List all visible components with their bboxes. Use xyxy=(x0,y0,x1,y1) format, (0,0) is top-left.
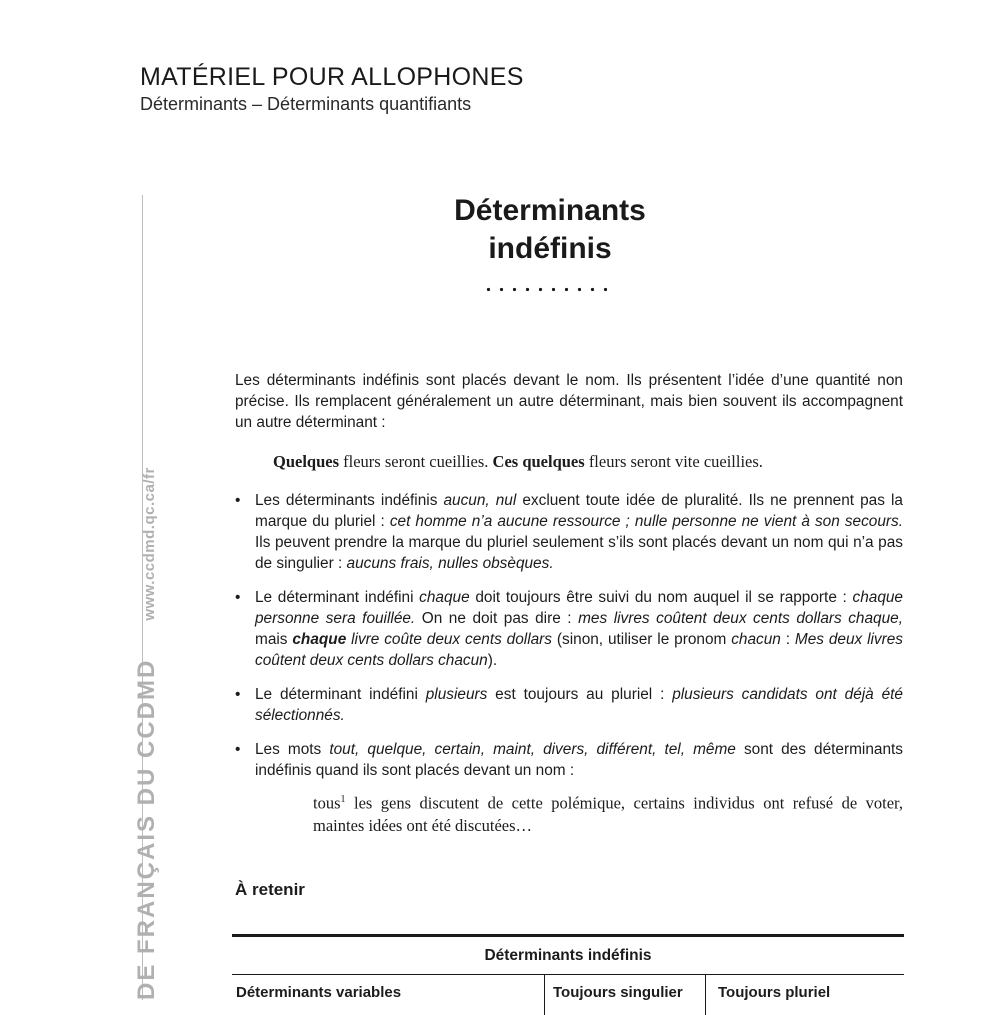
page-title xyxy=(400,192,700,268)
summary-table xyxy=(232,934,904,1015)
rules-list xyxy=(235,490,903,837)
table-caption: Déterminants indéfinis xyxy=(232,937,904,975)
page-title-line-1: Déterminants xyxy=(454,194,646,227)
col-header-pluriel: Toujours pluriel xyxy=(718,984,831,1001)
sidebar-url[interactable]: www.ccdmd.qc.ca/fr xyxy=(141,467,158,621)
col-header-variables: Déterminants variables xyxy=(232,975,545,1015)
footnote-ref[interactable]: 1 xyxy=(340,794,346,805)
section-subtitle: Déterminants – Déterminants quantifiants xyxy=(140,94,472,114)
rule-plusieurs: • Le déterminant indéfini plusieurs est toujours au pluriel : plusieurs candidats ont déjà été sélectionnés. xyxy=(235,684,903,726)
retenir-heading: À retenir xyxy=(235,880,305,899)
sidebar-org: DE FRANÇAIS DU CCDMD xyxy=(133,658,160,1000)
rule-aucun-nul: • Les déterminants indéfinis aucun, nul excluent toute idée de pluralité. Ils ne prennent pas la marque du pluriel : cet homme n’a aucune ressource ; nulle personne ne vient à son secours. Ils peuvent prendre la marque du pluriel seulement s’ils sont placés devant un nom qui n’a pas de singulier : aucuns frais, nulles obsèques. xyxy=(235,490,903,574)
example-sentence-1: Quelques fleurs seront cueillies. Ces quelques fleurs seront vite cueillies. xyxy=(273,452,763,471)
intro-paragraph: Les déterminants indéfinis sont placés devant le nom. Ils présentent l’idée d’une quantité non précise. Ils remplacent généralement un autre déterminant, mais bien souvent ils accompagnent un autre déterminant : xyxy=(235,372,903,431)
rule-tout-quelque: • Les mots tout, quelque, certain, maint, divers, différent, tel, même sont des déterminants indéfinis quand ils sont placés devant un nom : tous$^1$ les gens discutent de cette polémique, certains individus ont refusé de voter, maintes idées ont été discutées… xyxy=(235,739,903,837)
example-sentence-2: tous$^1$ les gens discutent de cette polémique, certains individus ont refusé de voter, maintes idées ont été discutées… xyxy=(313,793,903,835)
content-body xyxy=(235,370,903,850)
page-title-line-2: indéfinis xyxy=(488,232,612,265)
sidebar-vertical-text xyxy=(133,467,161,1000)
series-title: MATÉRIEL POUR ALLOPHONES xyxy=(140,63,524,91)
col-header-singulier: Toujours singulier xyxy=(545,975,706,1015)
title-dotted-rule xyxy=(482,287,612,292)
table-header-row xyxy=(232,975,904,1015)
document-header xyxy=(140,62,524,116)
rule-chaque: • Le déterminant indéfini chaque doit toujours être suivi du nom auquel il se rapporte : chaque personne sera fouillée. On ne doit pas dire : mes livres coûtent deux cents dollars chaque, mais chaque livre coûte deux cents dollars (sinon, utiliser le pronom chacun : Mes deux livres coûtent deux cents dollars chacun). xyxy=(235,587,903,671)
